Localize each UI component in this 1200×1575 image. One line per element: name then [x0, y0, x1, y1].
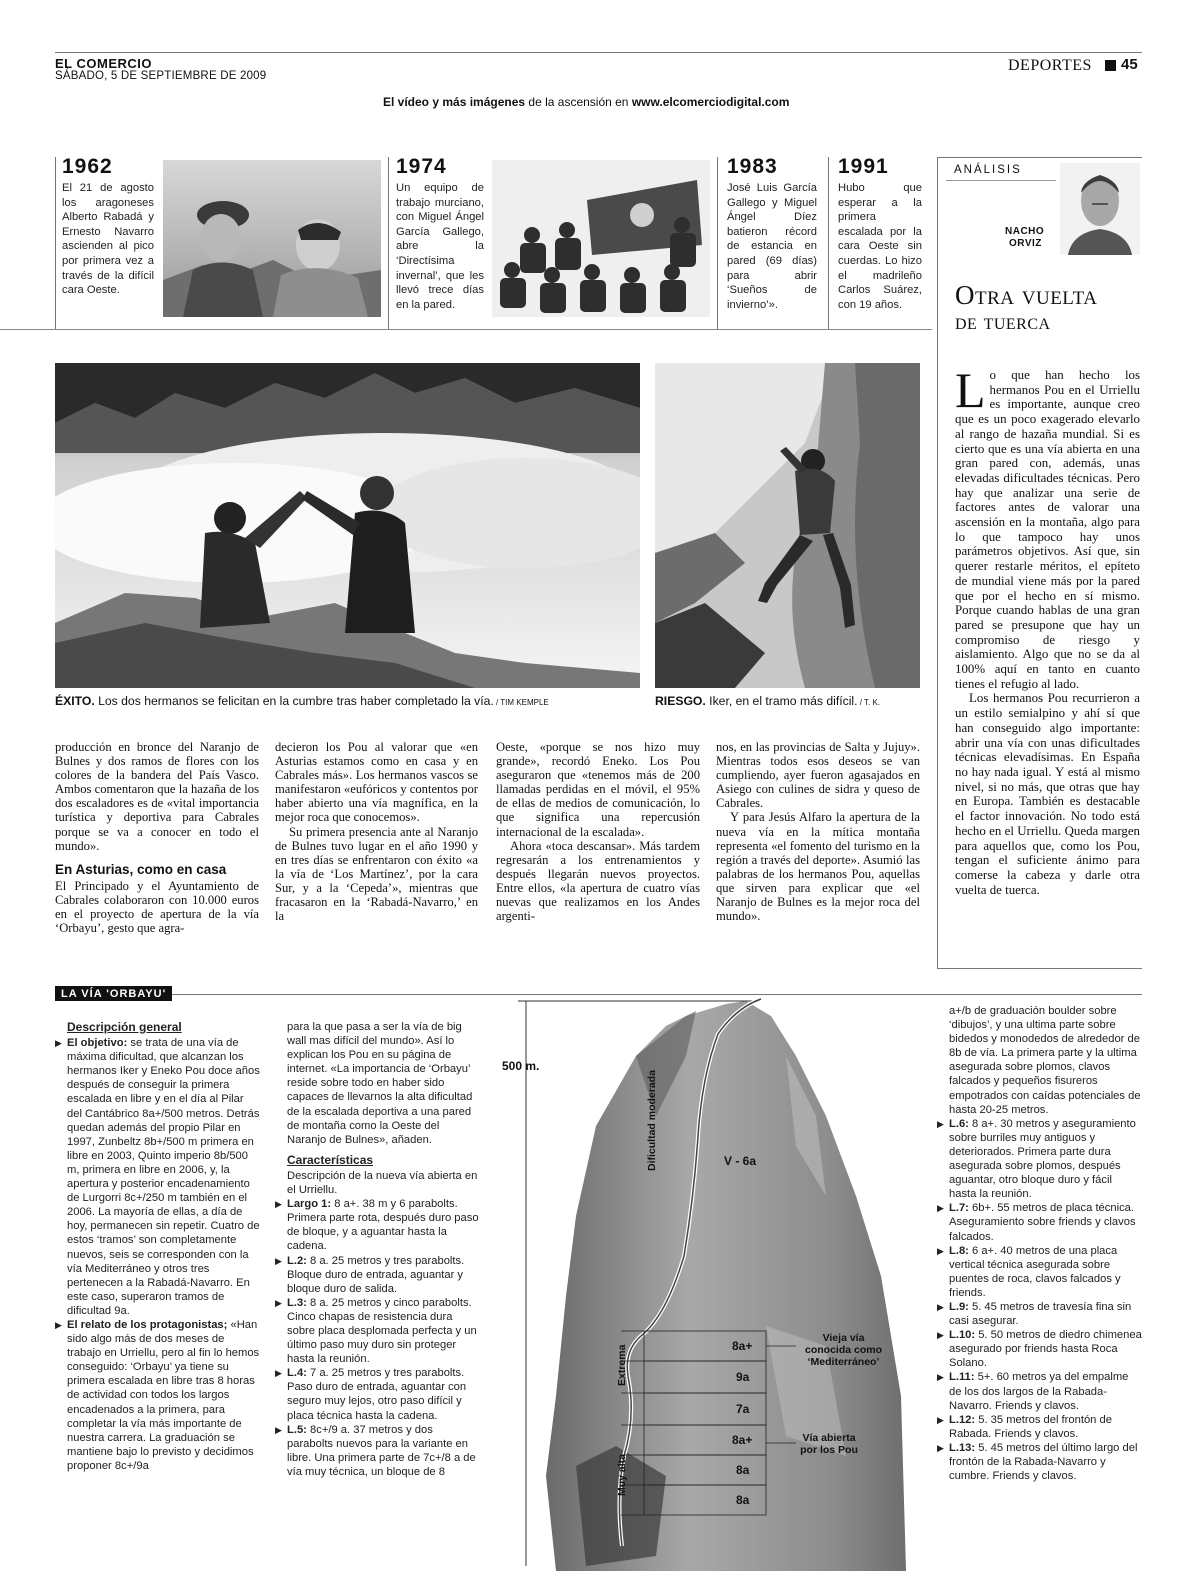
pitch-item [937, 1441, 1142, 1483]
caption-label: RIESGO. [655, 694, 706, 708]
bullet-triangle-icon: ▶ [937, 1442, 944, 1453]
bullet-triangle-icon: ▶ [937, 1118, 944, 1129]
old-route-line: conocida como [804, 1344, 882, 1356]
pitch-item [937, 1413, 1142, 1441]
author-portrait [1060, 163, 1140, 255]
pitch-text: 5. 35 metros del frontón de Rabada. Friends y clavos. [949, 1413, 1112, 1440]
analysis-title-line2: de tuerca [955, 309, 1051, 334]
photo-summit-high-five [55, 363, 640, 688]
timeline-year: 1991 [838, 155, 889, 178]
caption-label: ÉXITO. [55, 694, 95, 708]
old-route-line: Vieja vía [822, 1332, 865, 1344]
pitch-label: L.10: [949, 1329, 976, 1342]
author-last-name: ORVIZ [1009, 238, 1042, 249]
pitch-item [275, 1254, 481, 1296]
caption-left [55, 694, 549, 708]
article-paragraph: Oeste, «porque se nos hizo muy grande», recordó Eneko. Los Pou aseguraron que «tenemos más de 200 llamadas perdidas en el móvil, el 95% de ellas de medios de comunicación, lo que significa una repercusión internacional de la escalada». [496, 740, 700, 839]
timeline-1974 [396, 155, 484, 312]
pitch-item [937, 1201, 1142, 1243]
pitch-label: L.7: [949, 1202, 969, 1215]
article-paragraph: decieron los Pou al valorar que «en Asturias estamos como en casa y en Cabrales más». Los hermanos vascos se manifestaron «eufóricos y contentos por haber abierto una vía magnífica, en la mejor roca que conocemos». [275, 740, 478, 825]
pitch-text: 7 a. 25 metros y tres parabolts. Paso duro de entrada, aguantar con seguro muy lejos, otro paso difícil y placa técnica hasta la cadena. [287, 1367, 467, 1422]
pitch-label: Largo 1: [287, 1198, 332, 1211]
analysis-title-line1: Otra vuelta [955, 280, 1098, 310]
old-route-label [796, 1332, 891, 1368]
photo-murcian-team [492, 160, 710, 317]
pitch-item [275, 1197, 481, 1253]
timeline-year: 1983 [727, 155, 778, 178]
bullet-triangle-icon: ▶ [55, 1319, 62, 1330]
new-route-line: Vía abierta [802, 1432, 856, 1444]
pitch-text: 5. 45 metros de travesía fina sin casi asegurar. [949, 1300, 1132, 1328]
infobox-text: para la que pasa a ser la vía de big wall mas difícil del mundo». Así lo explican los Pou en su página de internet. «La importancia de ‘Orbayu’ reside sobre todo en haber sido capaces de llevarnos la alta dificultad de la escalada deportiva a una pared de montaña como la Oeste del Naranjo de Bulnes», añaden. [287, 1021, 473, 1146]
infobox-heading: Características [287, 1152, 374, 1167]
grade-5: 8a [736, 1463, 750, 1477]
bullet-triangle-icon: ▶ [937, 1414, 944, 1425]
article-paragraph: El Principado y el Ayuntamiento de Cabrales colaboraron con 10.000 euros en el proyecto de apertura de la vía ‘Orbayu’, gesto que agra- [55, 878, 259, 936]
infobox-col-2 [275, 1020, 481, 1479]
timeline-text: Un equipo de trabajo murciano, con Miguel Ángel García Gallego, abre la ‘Directísima invernal’, que les llevó trece días en la pared. [396, 182, 484, 311]
photo-credit: / T. K. [857, 698, 881, 707]
pitch-item [937, 1300, 1142, 1328]
section-name: DEPORTES [1008, 57, 1092, 74]
infobox-col-1 [55, 1018, 261, 1473]
bullet-triangle-icon: ▶ [275, 1255, 282, 1266]
pitch-item [275, 1423, 481, 1479]
analysis-body [955, 362, 1140, 897]
article-paragraph: Su primera presencia ante al Naranjo de Bulnes tuvo lugar en el año 1990 y en tres días se enfrentaron con éxito «a la vía de ‘Los Martínez’, por la cara Sur, y a la ‘Cepeda’», mientras que fracasaron en la ‘Rabadá-Navarro,’ en la [275, 824, 478, 924]
bullet-triangle-icon: ▶ [275, 1297, 282, 1308]
route-diagram [496, 996, 916, 1571]
moderate-difficulty-label: Dificultad moderada [646, 1070, 658, 1171]
infobox-text: Descripción de la nueva vía abierta en el Urriellu. [287, 1169, 478, 1197]
promo-bold-text: El vídeo y más imágenes [383, 95, 526, 109]
analysis-label: ANÁLISIS [954, 164, 1022, 176]
grade-4: 8a+ [732, 1433, 753, 1447]
pitch-item [937, 1370, 1142, 1412]
timeline-year: 1974 [396, 155, 447, 178]
pitch-label: L.6: [949, 1117, 969, 1130]
pitch-item [275, 1296, 481, 1366]
pitch-label: L.3: [287, 1296, 307, 1309]
article-subheading: En Asturias, como en casa [55, 861, 227, 877]
caption-right [655, 694, 880, 708]
photo-iker-climbing [655, 363, 920, 688]
section-square-icon [1105, 60, 1116, 71]
dropcap: L [955, 362, 986, 418]
infobox-label: El objetivo: [67, 1037, 128, 1050]
pitch-text: 5. 45 metros del último largo del frontón de la Rabada-Navarro y cumbre. Friends y clavos. [949, 1441, 1138, 1483]
article-col-3 [496, 740, 700, 923]
infobox-label: El relato de los protagonistas; [67, 1318, 228, 1331]
photo-rabada-navarro [163, 160, 381, 317]
article-paragraph: nos, en las provincias de Salta y Jujuy». Mientras todos esos deseos se van cumpliendo, ayer fueron agasajados en Asiego con culines de sidra y queso de Cabrales. [716, 740, 920, 811]
pitch-text: 6b+. 55 metros de placa técnica. Aseguramiento sobre friends y clavos falcados. [949, 1202, 1136, 1243]
timeline-text: José Luis García Gallego y Miguel Ángel Díez batieron récord de estancia en pared (69 días) para abrir ‘Sueños de invierno’». [727, 182, 817, 311]
bullet-triangle-icon: ▶ [937, 1301, 944, 1312]
author-first-name: NACHO [1005, 226, 1045, 237]
pitch-text: 6 a+. 40 metros de una placa vertical técnica asegurada sobre puentes de roca, clavos falcados y friends. [949, 1244, 1121, 1299]
pitch-item [937, 1117, 1142, 1202]
pitch-label: L.12: [949, 1413, 976, 1426]
grade-6: 8a [736, 1493, 750, 1507]
timeline-1983 [727, 155, 817, 312]
infobox-tag: LA VÍA 'ORBAYU' [55, 986, 172, 1001]
bullet-triangle-icon: ▶ [275, 1424, 282, 1435]
photo-credit: / TIM KEMPLE [493, 698, 549, 707]
article-col-2 [275, 740, 478, 923]
page-number: 45 [1121, 56, 1138, 73]
pitch-text: 5+. 60 metros ya del empalme de los dos largos de la Rabada-Navarro. Friends y clavos. [949, 1371, 1129, 1412]
pitch-text: 8 a. 25 metros y cinco parabolts. Cinco chapas de resistencia dura sobre placa desplomada perfecta y un último paso muy duro sin proteger hasta la reunión. [287, 1296, 477, 1366]
pitch-text: 8 a+. 38 m y 6 parabolts. Primera parte rota, después duro paso de bloque, y a aguantar hasta la cadena. [287, 1198, 479, 1253]
pitch-text: 5. 50 metros de diedro chimenea asegurado por friends hasta Roca Solano. [949, 1329, 1142, 1370]
pitch-label: L.4: [287, 1367, 307, 1380]
very-high-label: Muy alta [616, 1453, 628, 1496]
infobox-text: a+/b de graduación boulder sobre ‘dibujos’, y una ultima parte sobre bidedos y monodedos de alrededor de 8b de vía. La primera parte y la ultima asegurada sobre plomos, clavos falcados y pequeños fisureros empotrados con caídas potenciales de hasta 20-25 metros. [949, 1005, 1141, 1116]
analysis-paragraph: Los hermanos Pou recurrieron a un estilo semialpino y ahí sí que han conseguido algo importante: abrir una vía con unas dificultades técnicas elevadísimas. En España no hay nada igual. Y está al mismo nivel, si no más, que otras que hay en Europa. También es destacable el factor innovación. No todo está hecho en el Urriellu. Queda margen para aquellos que, como los Pou, tengan el suficiente ánimo para comerse la cabeza y darle otra vuelta de tuerca. [955, 691, 1140, 897]
bullet-triangle-icon: ▶ [937, 1330, 944, 1341]
pitch-label: L.5: [287, 1423, 307, 1436]
issue-date: SÁBADO, 5 DE SEPTIEMBRE DE 2009 [55, 70, 267, 82]
timeline-year: 1962 [62, 155, 113, 178]
pitch-item [937, 1328, 1142, 1370]
infobox-text: se trata de una vía de máxima dificultad, que alcanzan los hermanos Iker y Eneko Pou doce años después de conseguir la primera escalada en libre y en el día al Pilar del Cantábrico 8a+/500 metros. Detrás quedan además del propio Pilar en 1997, Zunbeltz 8b+/500 m primera en libre en 2003, Quinto imperio 8b/500 m, primera en libre en 2006, y, la apertura y posterior encadenamiento de Lurgorri 8c+/250 m también en el 2006. La mayoría de ellas, a día de hoy, permanecen sin repetir. Cuatro de estos ‘tramos’ son completamente nuevos, seis se corresponden con la vía Mediterráneo y otros tres pertenecen a la Rabadá-Navarro. En este caso, superaron tramos de dificultad 9a. [67, 1037, 260, 1317]
bullet-triangle-icon: ▶ [937, 1203, 944, 1214]
grade-3: 7a [736, 1402, 750, 1416]
bullet-triangle-icon: ▶ [275, 1368, 282, 1379]
pitch-item [275, 1366, 481, 1422]
promo-url[interactable]: www.elcomerciodigital.com [631, 95, 790, 109]
infobox-heading: Descripción general [67, 1020, 182, 1034]
grade-1: 8a+ [732, 1339, 753, 1353]
promo-text: de la ascensión en [525, 95, 632, 109]
pitch-label: L.11: [949, 1371, 975, 1384]
infobox-text: «Han sido algo más de dos meses de trabajo en Urriellu, pero al fin lo hemos conseguido: ‘Orbayu’ ya tiene su primera escalada en libre tras 8 horas de actividad con todos los largos encadenados a la primera, para completar la vía más importante de nuestra carrera. La graduación se mantiene bajo lo previsto y decidimos proponer 8c+/9a [67, 1318, 260, 1472]
pitch-label: L.2: [287, 1254, 307, 1267]
bullet-triangle-icon: ▶ [275, 1199, 282, 1210]
extreme-label: Extrema [616, 1344, 628, 1386]
caption-text: Los dos hermanos se felicitan en la cumbre tras haber completado la vía. [94, 694, 494, 708]
newspaper-name: EL COMERCIO [55, 56, 152, 71]
pitch-label: L.8: [949, 1244, 969, 1257]
pitch-item [937, 1244, 1142, 1300]
infobox-col-3 [937, 1004, 1142, 1483]
pitch-label: L.9: [949, 1300, 969, 1313]
pitch-text: 8 a. 25 metros y tres parabolts. Bloque duro de entrada, aguantar y bloque duro de salida. [287, 1254, 465, 1295]
timeline-1991 [838, 155, 922, 312]
height-label: 500 m. [502, 1059, 540, 1073]
article-paragraph: producción en bronce del Naranjo de Bulnes y dos ramos de flores con los colores de la bandera del País Vasco. Ambos comentaron que la hazaña de los dos escaladores es de «vital importancia turística y deportiva para Cabrales porque se va a conocer en todo el mundo». [55, 740, 259, 853]
bullet-triangle-icon: ▶ [937, 1372, 944, 1383]
article-paragraph: Ahora «toca descansar». Más tardem regresarán a los entrenamientos y después llegarán nuevos proyectos. Entre ellos, «la apertura de cuatro vías nuevas que realizamos en los Andes argenti- [496, 838, 700, 924]
analysis-paragraph: o que han hecho los hermanos Pou en el Urriellu es importante, aunque creo que es un poco exagerado elevarlo al rango de hazaña mundial. Si es cierto que es una vía abierta en una gran pared con, además, unas elevadas dificultades técnicas. Pero hay que analizar una serie de factores antes de valorar una ascensión en la montaña, algo para lo que tampoco hay unos parámetros objetivos. Así que, sin querer restarle méritos, el epíteto de mundial viene más por la pared que por el hecho en sí mismo. Porque cuando hablas de una gran pared se presupone que hay un compromiso de riesgo y aislamiento. Algo que no se da al 100% aquí en tanto en cuanto tienes el refugio al lado. [955, 368, 1140, 691]
old-route-line: ‘Mediterráneo’ [807, 1356, 880, 1368]
timeline-1962 [62, 155, 154, 298]
pitch-text: 8 a+. 30 metros y aseguramiento sobre burriles muy antiguos y deteriorados. Primera parte dura asegurada sobre plomos, después aguantar, otro bloque duro y fácil hasta la reunión. [949, 1117, 1136, 1201]
bullet-triangle-icon: ▶ [55, 1038, 62, 1049]
new-route-line: por los Pou [800, 1444, 858, 1456]
article-paragraph: Y para Jesús Alfaro la apertura de la nueva vía en la mítica montaña representa «el fomento del turismo en la región a través del deporte». Asumió las palabras de los hermanos Pou, aquellas que sirven para explicar que «el Naranjo de Bulnes es la mejor roca del mundo». [716, 810, 920, 924]
article-col-1 [55, 740, 259, 935]
grade-top-label: V - 6a [724, 1154, 757, 1168]
timeline-text: Hubo que esperar a la primera escalada por la cara Oeste sin cuerdas. Lo hizo el madrileño Carlos Suárez, con 19 años. [838, 182, 922, 311]
pitch-label: L.13: [949, 1441, 976, 1454]
article-col-4 [716, 740, 920, 923]
promo-line [383, 95, 789, 109]
bullet-triangle-icon: ▶ [937, 1245, 944, 1256]
caption-text: Iker, en el tramo más difícil. [705, 694, 858, 708]
pitch-text: 8c+/9 a. 37 metros y dos parabolts nuevos para la variante en libre. Una primera parte de 7c+/8 a de vía muy técnica, un bloque de 8 [287, 1423, 476, 1478]
new-route-label [794, 1432, 864, 1456]
grade-2: 9a [736, 1370, 750, 1384]
timeline-text: El 21 de agosto los aragoneses Alberto Rabadá y Ernesto Navarro ascienden al pico por primera vez a través de la difícil cara Oeste. [62, 182, 154, 297]
